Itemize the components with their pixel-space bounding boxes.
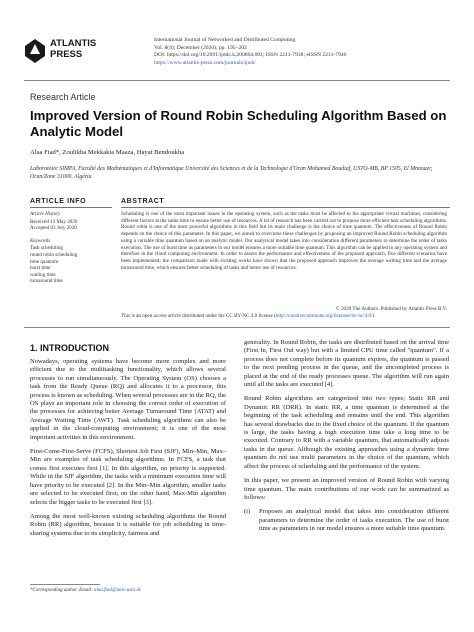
license-notice (121, 313, 447, 320)
license-text: This is an open access article distributed under the CC BY-NC 4.0 license ( (121, 313, 276, 319)
keywords-label: Keywords (30, 237, 51, 244)
publisher-logo (24, 34, 104, 68)
body-paragraph: Round Robin algorithms are categorized into two types; Static RR and Dynamic RR (DRR). In static RR, a time quantum is determined at the beginning of the task scheduling and remains until the end. This algorithm has several drawbacks due to the fixed choice of the quantum. If the quantum is large, the tasks having a high execution time take a long time to be executed. Contrary to RR with a variable quantum, that automatically adjusts tasks in the queue. Although the existing approaches using a dynamic time quantum do not use multi parameters in the choice of the quantum, which affect the process of scheduling and the performance of the system. (244, 395, 449, 470)
body-paragraph: Nowadays, operating systems have become more complex and more efficient due to the multitasking functionality, which allows several processes to run simultaneously. The Operating System (OS) chooses a task from the Ready Queue (RQ) and allocates it to a processor, this process is known as scheduling. When several processes are in the RQ, the OS plays an important role in choosing the correct order of execution of the processes for achieving better Average Turnaround Time (ATAT) and Average Waiting Time (AWT). Task scheduling algorithms can also be applied in the cloud-computing environment; it is one of the most important activities in this environment. (30, 358, 226, 441)
paper-title: Improved Version of Round Robin Scheduling Algorithm Based on Analytic Model (30, 108, 447, 139)
footnote-label: *Corresponding author. Email: (30, 588, 94, 593)
journal-volume: Vol. 8(4); December (2020), pp. 195–202 (154, 44, 247, 51)
body-paragraph: In this paper, we present an improved version of Round Robin with varying time quantum. The main contributions of our work can be summarized as follows: (244, 477, 449, 501)
received-date: Received 13 May 2020 (30, 218, 78, 225)
body-column-left (30, 358, 226, 544)
article-info (30, 211, 110, 285)
journal-name: International Journal of Networked and Distributed Computing (154, 37, 296, 43)
accepted-date: Accepted 03 July 2020 (30, 225, 77, 232)
keyword-item: time quantum (30, 258, 59, 265)
body-paragraph: generality. In Round Robin, the tasks are distributed based on the arrival time (First In, First Out way) but with a limited CPU time called "quantum". If a process does not complete before its quantum expires, the quantum is passed to the next pending process in the queue, and the uncompleted process is placed at the end of the ready processes queue. The algorithm will run again until all the tasks are executed [4]. (244, 339, 449, 389)
keyword-item: Task scheduling (30, 245, 63, 252)
article-info-heading: ARTICLE INFO (30, 198, 87, 205)
body-paragraph: Among the most well-known existing scheduling algorithms the Round Robin (RR) algorithm, because it is suitable for job scheduling in time-sharing systems due to its simplicity, fairness and (30, 512, 226, 537)
abstract-heading: ABSTRACT (121, 198, 165, 205)
author-email-link[interactable]: alaa.fiad@univ-usto.dz (93, 588, 141, 593)
list-item-text: Proposes an analytical model that takes into consideration different parameters to determine the order of tasks execution. The use of burst time as parameters in our model ensures a more suitable time quantum. (259, 508, 449, 533)
body-column-right (244, 339, 449, 534)
footnote-divider (30, 584, 100, 585)
keyword-item: waiting time (30, 271, 56, 278)
article-type: Research Article (30, 92, 96, 102)
license-end: ). (372, 313, 376, 319)
section-heading-introduction: 1. INTRODUCTION (30, 343, 110, 353)
article-info-divider (30, 207, 112, 208)
journal-info (154, 37, 346, 67)
author-list: Alaa Fiad*, Zoulikha Mekkakia Maaza, Hayat Bendoukha (30, 149, 185, 156)
atlantis-press-icon (24, 38, 46, 64)
license-link[interactable]: http://creativecommons.org/licenses/by-nc/4.0/ (275, 313, 373, 319)
keyword-item: burst time (30, 265, 51, 272)
abstract-divider (121, 207, 450, 208)
journal-url-link[interactable]: https://www.atlantis-press.com/journals/ijndc (154, 59, 256, 66)
keyword-item: round robin scheduling (30, 251, 78, 258)
header-divider (24, 80, 450, 81)
copyright-notice: © 2020 The Authors. Published by Atlantis Press B.V. (335, 306, 447, 312)
author-affiliation: Laboratoire SIMPA, Faculté des Mathématiques et d'Informatique Université des Sciences et de la Technologie d'Oran Mohamed Boudiaf, USTO-MB, BP 1505, El Mnaouer, Oran/Zone 31000, Algéria (30, 166, 433, 180)
logo-line1: ATLANTIS (50, 38, 97, 49)
corresponding-author-footnote (30, 588, 141, 593)
contribution-list-item (244, 508, 449, 533)
keyword-item: turnaround time (30, 278, 63, 285)
logo-wordmark (50, 38, 96, 60)
logo-line2: PRESS (50, 49, 83, 60)
abstract-text: Scheduling is one of the most important issues in the operating system, such as the tasks must be affected to the appropriate virtual machines, considering different factors at the same time to ensure better use of resources. A lot of research has been carried out to propose more efficient task scheduling algorithms. Round robin is one of the most powerful algorithms in this field but its main challenge is the choice of time quantum. The effectiveness of Round Robin depends on the choice of this parameter. In this paper, we aimed to overcome these challenges by proposing an improved Round Robin scheduling algorithm using a variable time quantum based on an analytic model. Our analytical model takes into consideration different parameters to determine the order of tasks execution. The use of burst time as parameters in our model ensures a more suitable time quantum. This algorithm can be applied in any operating system and therefore in the cloud computing environment. In order to assess the performance and effectiveness of the proposed approach, five different scenarios have been implemented; the comparison made with existing works have shown that the proposed approach improves the average waiting time and the average turnaround time, which ensures better scheduling of tasks and better use of resources. (121, 211, 447, 271)
body-paragraph: First-Come-First-Serve (FCFS), Shortest Job First (SJF), Min–Min, Max–Min are examples of task scheduling algorithms. In FCFS, a task that comes first executes first [1]. In this algorithm, no priority is supported. While in the SJF algorithm, the tasks with a minimum execution time will have priority to be executed [2]. In the Min–Min algorithm, smaller tasks are selected to be executed first; on the other hand, Max-Min algorithm selects the bigger tasks to be executed first [3]. (30, 448, 226, 506)
journal-doi: DOI: https://doi.org/10.2991/ijndc.k.200804.001; ISSN 2211-7938; eISSN 2211-7946 (154, 52, 347, 59)
list-item-label: (i) (244, 508, 251, 516)
abstract-bottom-divider (24, 327, 450, 328)
history-label: Article History (30, 211, 61, 217)
